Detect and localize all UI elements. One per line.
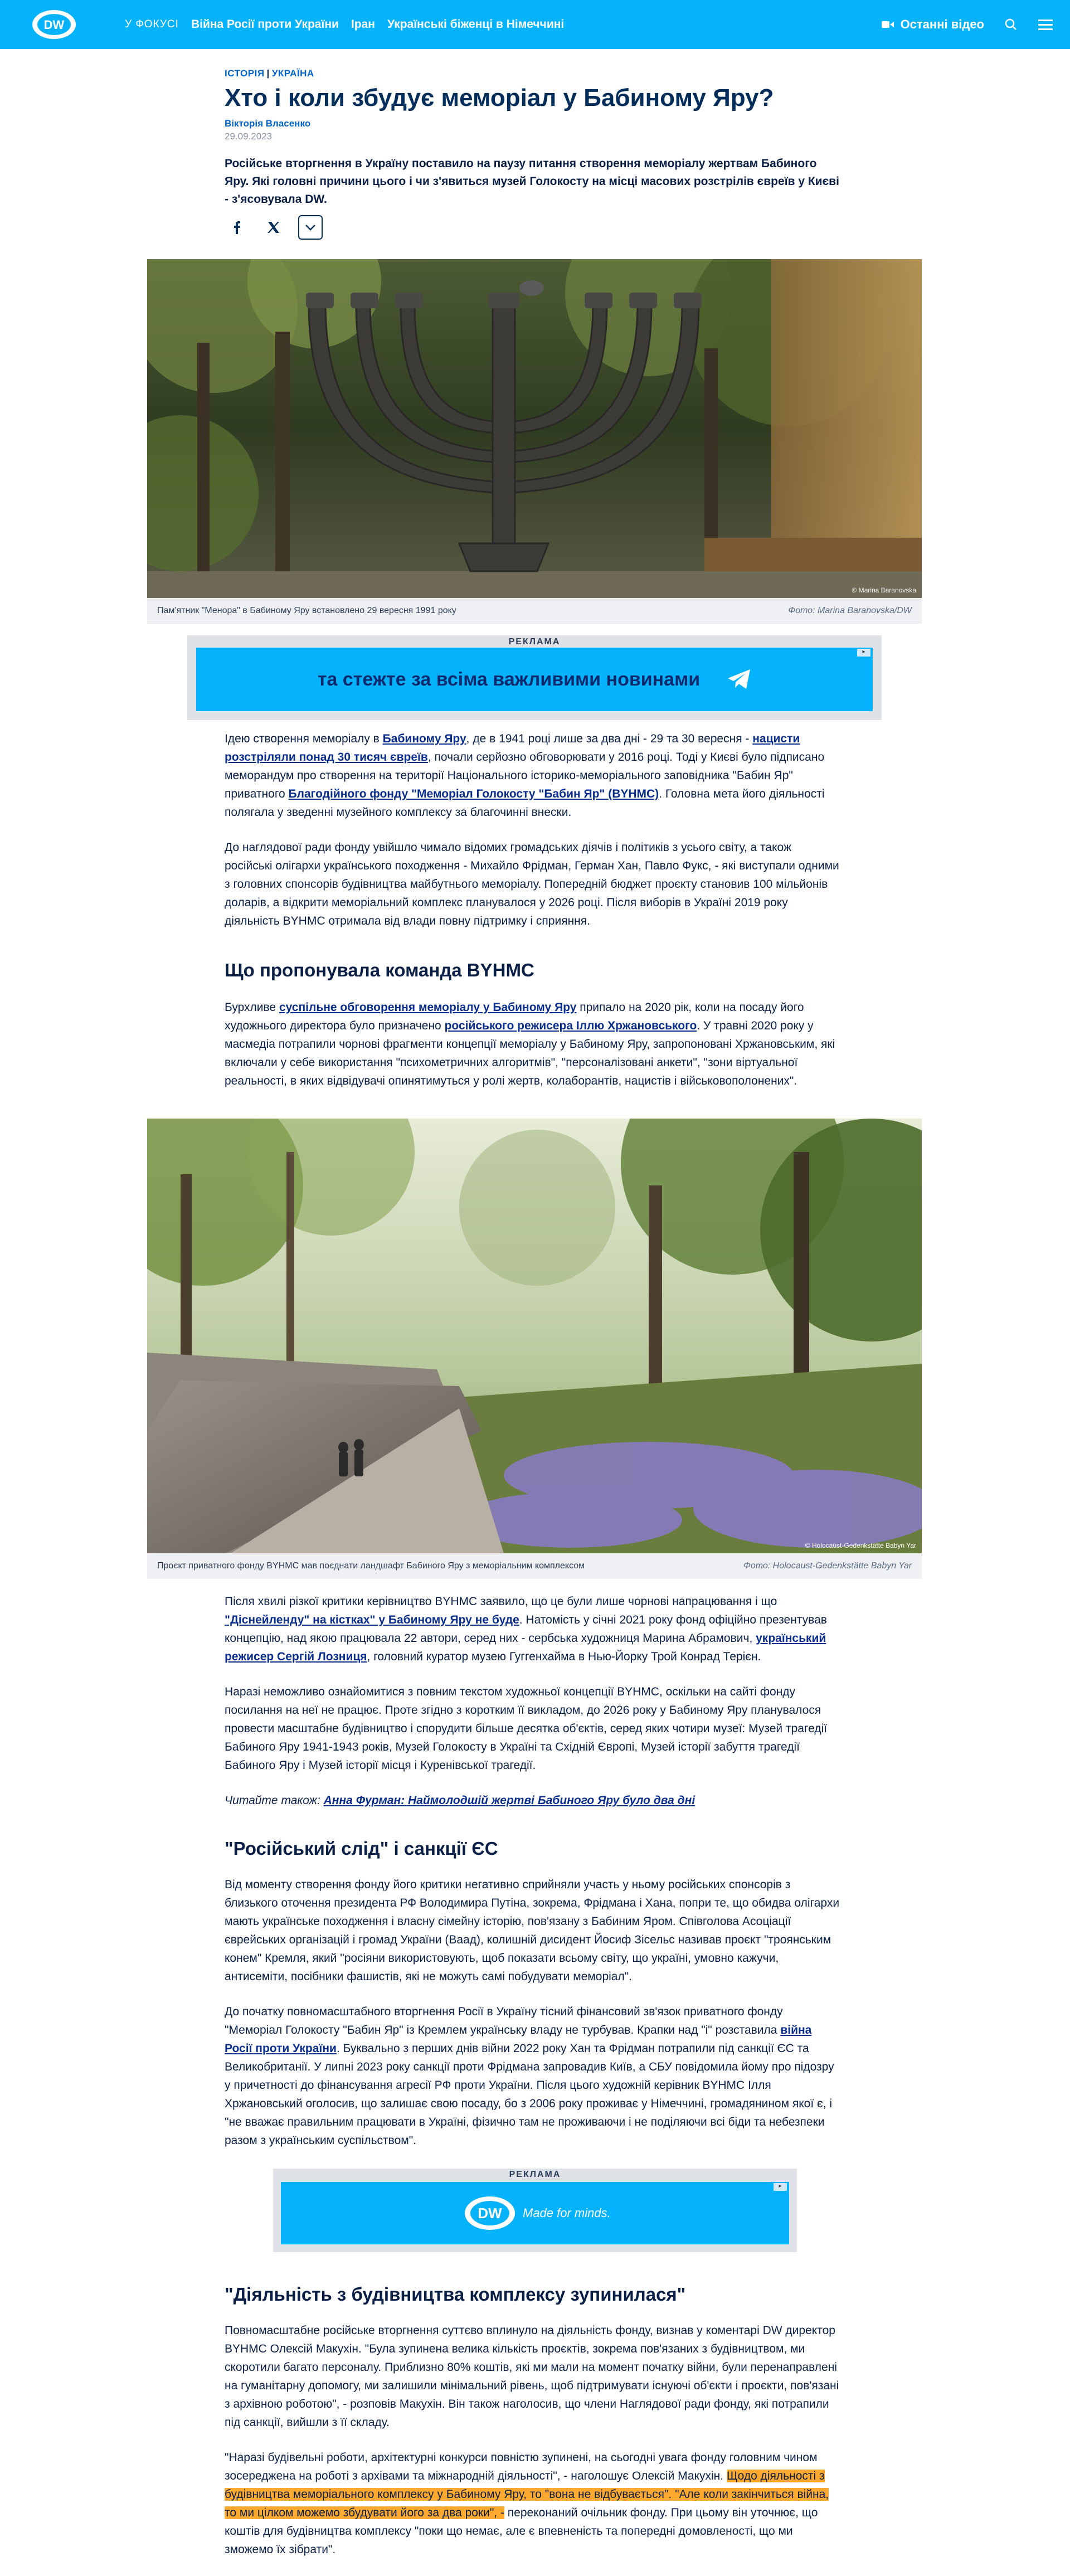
menu-button[interactable] — [1038, 17, 1053, 32]
memorial-caption-text: Проєкт приватного фонду BYHMC мав поєднати ландшафт Бабиного Яру з меморіальним комплексом — [157, 1561, 585, 1571]
facebook-icon — [233, 221, 241, 234]
article-date: 29.09.2023 — [225, 131, 273, 142]
menorah-caption-text: Пам'ятник "Менора" в Бабиному Яру встановлено 29 вересня 1991 року — [157, 606, 456, 615]
link-nazi-shootings[interactable]: нацисти розстріляли понад 30 тисяч євреїв — [225, 732, 800, 764]
dw-ad-logo — [465, 2196, 515, 2230]
header-actions — [882, 0, 1053, 49]
dw-slogan: Made for minds. — [523, 2206, 611, 2220]
latest-videos-label: Останні відео — [900, 17, 984, 31]
section-5 — [225, 2322, 840, 2576]
share-facebook-button[interactable] — [225, 215, 249, 240]
telegram-icon — [727, 669, 751, 690]
link-war-russia[interactable]: війна Росії проти України — [225, 2023, 812, 2055]
search-icon — [1005, 18, 1017, 31]
paragraph: Бурхливе суспільне обговорення меморіалу у Бабиному Яру припало на 2020 рік, коли на посаду його художнього директора було призначено російського режисера Іллю Хржановського. У травні 2020 року у масмедіа потрапили чорнові фрагменти концепції меморіалу у Бабиному Яру, запропоновані Хржановським, які включали у себе використання "психометричних алгоритмів", "персоналізовані анкети", "зони віртуальної реальності, в яких відвідувачі опинятимуться у ролі жертв, колаборантів, нацистів і військовополонених". — [225, 1001, 835, 1087]
dw-logo[interactable] — [32, 10, 76, 39]
paragraph: Після хвилі різкої критики керівництво BYHMC заявило, що це були лише чорнові напрацювання і що "Діснейленду" на кістках" у Бабиному Яру не буде. Натомість у січні 2021 року фонд офіційно презентував концепцію, над якою працювала 22 автори, серед них - сербська художниця Марина Абрамович, український режисер Сергій Лозниця, головний куратор музею Гуггенхайма в Нью-Йорку Трой Конрад Терієн. — [225, 1595, 827, 1663]
paragraph: Ідею створення меморіалу в Бабиному Яру, де в 1941 році лише за два дні - 29 та 30 вересня - нацисти розстріляли понад 30 тисяч євреїв, почали серйозно обговорювати у 2016 році. Тоді у Києві було підписано меморандум про створення на території Національного історико-меморіального заповідника "Бабин Яр" приватного Благодійного фонду "Меморіал Голокосту "Бабин Яр" (BYHMC). Головна мета його діяльності полягала у зведенні музейного комплексу за благочинні внески. — [225, 732, 825, 819]
paragraph: До наглядової ради фонду увійшло чимало відомих громадських діячів і політиків з усього світу, а також російські олігархи українського походження - Михайло Фрідман, Герман Хан, Павло Фукс, - які виступали одними з головних спонсорів будівництва майбутнього меморіалу. Попередній бюджет проєкту становив 100 мільйонів доларів, а відкрити меморіальний комплекс планувалося у 2026 році. Після виборів в Україні 2019 року діяльність BYHMC отримала від влади повну підтримку і сприяння. — [225, 840, 839, 927]
section-2 — [225, 999, 840, 1107]
ad-choices-icon[interactable]: ▸ — [857, 649, 870, 657]
ad-label: РЕКЛАМА — [509, 2170, 561, 2179]
paragraph: Повномасштабне російське вторгнення суттєво вплинуло на діяльність фонду, визнав у коментарі DW директор BYHMC Олексій Макухін. "Була зупинена велика кількість проєктів, зокрема пов'язаних з будівництвом, ми скоротили багато персоналу. Приблизно 80% коштів, які ми мали на момент початку війни, були перенаправлені на гуманітарну допомогу, ми залишили мінімальний рівень, щоб підтримувати існуючі об'єкти і проєкти, пов'язані з архівною роботою", - розповів Макухін. Він також наголосив, що члени Наглядової ради фонду, які потрапили під санкції, вийшли з її складу. — [225, 2324, 839, 2429]
memorial-watermark: © Holocaust-Gedenkstätte Babyn Yar — [805, 1542, 916, 1549]
menu-icon — [1038, 19, 1053, 30]
nav-item-iran[interactable]: Іран — [351, 18, 375, 31]
figure-menorah — [147, 259, 922, 624]
share-bar — [225, 215, 323, 240]
article-teaser: Російське вторгнення в Україну поставило на паузу питання створення меморіалу жертвам Бабиного Яру. Які головні причини цього і чи з'явиться музей Голокосту на місці масових розстрілів євреїв у Києві - з'ясовувала DW. — [225, 157, 839, 206]
section-4 — [225, 1876, 840, 2167]
link-public-discussion[interactable]: суспільне обговорення меморіалу у Бабиному Яру — [279, 1001, 577, 1014]
latest-videos-link[interactable] — [882, 17, 984, 32]
focus-label: У ФОКУСІ — [125, 18, 179, 30]
link-disneyland[interactable]: "Діснейленду" на кістках" у Бабиному Яру не буде — [225, 1613, 519, 1626]
subheading-russian-trace: "Російський слід" і санкції ЄС — [225, 1838, 498, 1859]
svg-text:DW: DW — [43, 18, 65, 32]
nav-item-war[interactable]: Війна Росії проти України — [191, 18, 339, 31]
memorial-credit: Фото: Holocaust-Gedenkstätte Babyn Yar — [743, 1561, 912, 1571]
figure-memorial-project — [147, 1119, 922, 1579]
read-also: Читайте також: Анна Фурман: Наймолодшій жертві Бабиного Яру було два дні — [225, 1794, 696, 1807]
subheading-construction-stopped: "Діяльність з будівництва комплексу зупинилася" — [225, 2284, 686, 2305]
ad-banner-dw — [273, 2169, 797, 2252]
kicker-history-link[interactable]: ІСТОРІЯ — [225, 68, 265, 79]
paragraph: До початку повномасштабного вторгнення Росії в Україну тісний фінансовий зв'язок приватного фонду "Меморіал Голокосту "Бабин Яр" із Кремлем українську владу не турбував. Крапки над "і" розставила війна Росії проти України. Буквально з перших днів війни 2022 року Хан та Фрідман потрапили під санкції ЄС та Великобританії. У липні 2023 року санкції проти Фрідмана запровадив Київ, а СБУ повідомила йому про підозру у причетності до фінансування агресії РФ проти України. Після цього художній керівник BYHMC Ілля Хржановський оголосив, що залишає свою посаду, бо з 2006 року проживає у Німеччині, громадянином якої є, і "не вважає правильним працювати в Україні, фізично там не проживаючи і не поділяючи всі біди та небезпеки разом з українським суспільством". — [225, 2005, 834, 2147]
paragraph: Наразі неможливо ознайомитися з повним текстом художньої концепції BYHMC, оскільки на сайті фонду посилання на неї не працює. Проте згідно з коротким її викладом, до 2026 року у Бабиному Яру планувалося провести масштабне будівництво і спорудити більше десятка об'єктів, серед яких чотири музеї: Музей трагедії Бабиного Яру 1941-1943 років, Музей Голокосту в Україні та Східній Європі, Музей історії забуття трагедії Бабиного Яру і Музей історії місця і Куренівської трагедії. — [225, 1685, 828, 1772]
ad-choices-icon[interactable]: ▸ — [774, 2183, 787, 2191]
dw-ad-box[interactable] — [281, 2182, 789, 2244]
telegram-ad-box[interactable] — [196, 648, 873, 711]
section-1 — [225, 730, 840, 947]
link-babyn-yar[interactable]: Бабиному Яру — [382, 732, 466, 745]
site-header — [0, 0, 1070, 49]
ad-text: та стежте за всіма важливими новинами — [317, 668, 701, 690]
link-loznitsa[interactable]: український режисер Сергій Лозниця — [225, 1631, 826, 1663]
memorial-image — [147, 1119, 922, 1553]
subheading-byhmc-proposal: Що пропонувала команда BYHMC — [225, 960, 534, 980]
share-more-button[interactable] — [298, 215, 323, 240]
menorah-caption — [147, 598, 922, 624]
svg-text:DW: DW — [478, 2205, 502, 2222]
menorah-image — [147, 259, 922, 598]
link-khrzhanovsky[interactable]: російського режисера Іллю Хржановського — [444, 1019, 697, 1032]
article-author[interactable]: Вікторія Власенко — [225, 118, 311, 129]
nav-item-refugees[interactable]: Українські біженці в Німеччині — [387, 18, 565, 31]
memorial-caption — [147, 1553, 922, 1579]
paragraph: Від моменту створення фонду його критики негативно сприйняли участь у ньому російських спонсорів з близького оточення президента РФ Володимира Путіна, зокрема, Фрідмана і Хана, попри те, що обидва олігархи мають українське походження і власну сімейну історію, пов'язану з Бабиним Яром. Співголова Асоціації єврейських організацій і громад України (Ваад), колишній дисидент Йосиф Зісельс називав проєкт "троянським конем" Кремля, який "росіяни використовують, щоб показати всьому світу, що україні, умовно кажучи, антисеміти, посібники фашистів, які не можуть самі побудувати меморіал". — [225, 1878, 840, 1983]
menorah-watermark: © Marina Baranovska — [852, 586, 916, 594]
link-byhmc-fund[interactable]: Благодійного фонду "Меморіал Голокосту "Бабин Яр" (BYHMC) — [288, 787, 659, 800]
menorah-photo[interactable] — [147, 259, 922, 598]
article-kicker: ІСТОРІЯ | УКРАЇНА — [225, 68, 314, 79]
ad-label: РЕКЛАМА — [508, 637, 561, 647]
menorah-credit: Фото: Marina Baranovska/DW — [788, 606, 912, 615]
search-button[interactable] — [1003, 17, 1019, 32]
ad-banner-telegram — [187, 635, 882, 720]
video-camera-icon — [882, 20, 894, 29]
share-x-button[interactable] — [261, 215, 286, 240]
article-title: Хто і коли збудує меморіал у Бабиному Яру? — [225, 84, 774, 111]
chevron-down-icon — [305, 224, 316, 231]
section-3 — [225, 1593, 840, 1827]
main-nav — [125, 0, 564, 49]
highlighted-quote: Щодо діяльності з будівництва меморіального комплексу у Бабиному Яру, то "вона не відбувається". "Але коли закінчиться війна, то ми цілком можемо збудувати його за два роки", - — [225, 2469, 829, 2519]
x-icon — [268, 221, 280, 234]
paragraph: "Наразі будівельні роботи, архітектурні конкурси повністю зупинені, на сьогодні увага фонду головним чином зосереджена на роботі з архівами та міжнародній діяльності", - наголошує Олексій Макухін. Щодо діяльності з будівництва меморіального комплексу у Бабиному Яру, то "вона не відбувається". "Але коли закінчиться війна, то ми цілком можемо збудувати його за два роки", - переконаний очільник фонду. При цьому він уточнює, що коштів для будівництва комплексу "поки що немає, але є впевненість та попередні домовленості, що ми зможемо їх зібрати". — [225, 2451, 829, 2556]
memorial-photo[interactable] — [147, 1119, 922, 1553]
dw-logo-icon — [469, 2200, 510, 2227]
read-also-link[interactable]: Анна Фурман: Наймолодшій жертві Бабиного Яру було два дні — [323, 1794, 696, 1807]
dw-logo-icon — [36, 13, 72, 36]
kicker-ukraine-link[interactable]: УКРАЇНА — [271, 68, 314, 79]
